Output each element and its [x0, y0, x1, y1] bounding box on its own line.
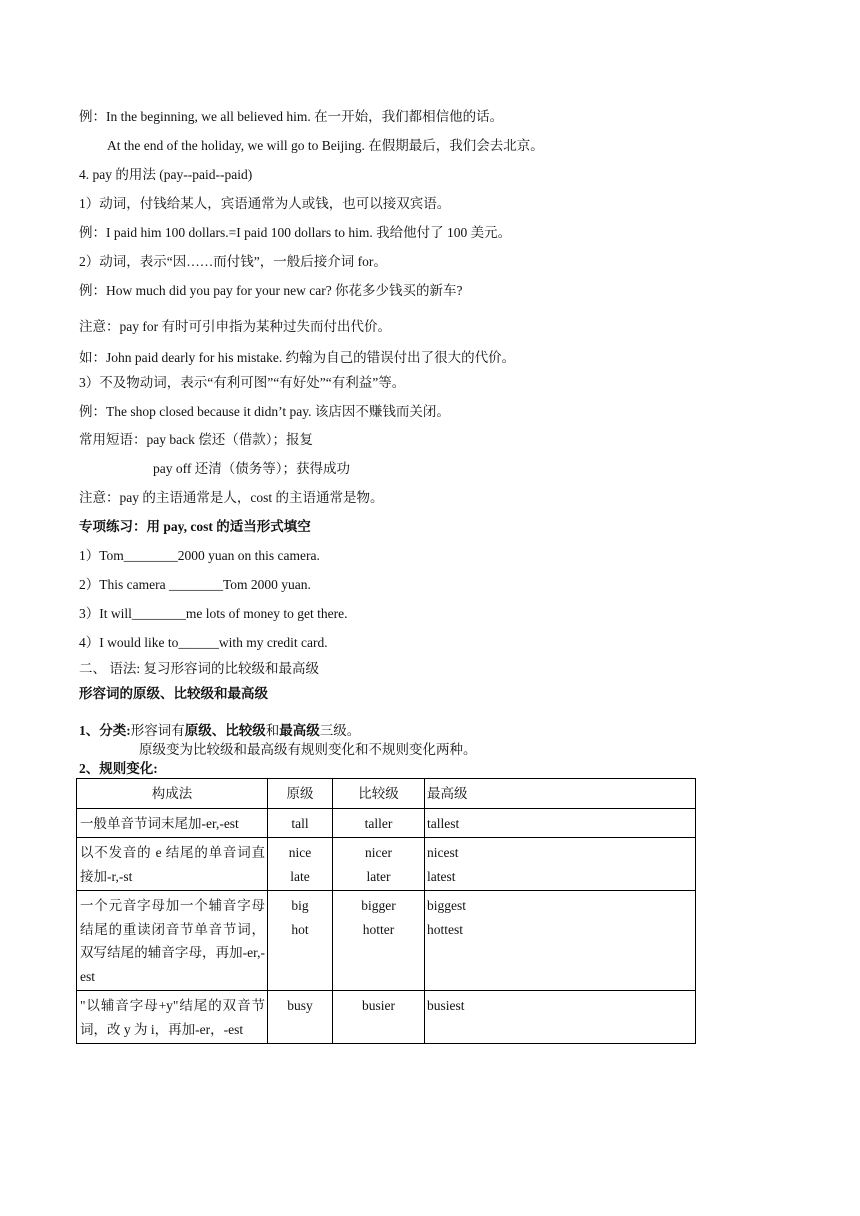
- comparative-cell: taller: [333, 808, 425, 838]
- table-row: [77, 808, 696, 838]
- exercise-question-2: 2）This camera ________Tom 2000 yuan.: [79, 577, 311, 592]
- header-positive: 原级: [268, 779, 333, 809]
- pay-usage-heading: 4. pay 的用法 (pay--paid--paid): [79, 167, 253, 182]
- classification-detail: 原级变为比较级和最高级有规则变化和不规则变化两种。: [139, 742, 477, 757]
- header-superlative: 最高级: [425, 779, 696, 809]
- grammar-heading: 二、 语法: 复习形容词的比较级和最高级: [79, 661, 320, 676]
- classification-line: 1、分类:形容词有原级、比较级和最高级三级。: [79, 723, 361, 738]
- table-row: [77, 891, 696, 991]
- phrase-pay-back: 常用短语：pay back 偿还（借款）；报复: [79, 432, 313, 447]
- header-method: 构成法: [77, 779, 268, 809]
- adjective-degrees-heading: 形容词的原级、比较级和最高级: [79, 686, 268, 701]
- positive-cell: busy: [268, 991, 333, 1044]
- pay-note-1-example: 如：John paid dearly for his mistake. 约翰为自己的错误付出了很大的代价。: [79, 350, 516, 365]
- header-comparative: 比较级: [333, 779, 425, 809]
- method-cell: "以辅音字母+y"结尾的双音节词，改 y 为 i，再加-er，-est: [77, 991, 268, 1044]
- pay-rule-1-example: 例：I paid him 100 dollars.=I paid 100 dollars to him. 我给他付了 100 美元。: [79, 225, 512, 240]
- regular-change-heading: 2、规则变化:: [79, 761, 158, 776]
- method-cell: 一般单音节词末尾加-er,-est: [77, 808, 268, 838]
- exercise-question-4: 4）I would like to______with my credit card.: [79, 635, 328, 650]
- method-cell: 一个元音字母加一个辅音字母结尾的重读闭音节单音节词，双写结尾的辅音字母，再加-er,-est: [77, 891, 268, 991]
- exercise-question-1: 1）Tom________2000 yuan on this camera.: [79, 548, 320, 563]
- example-end-of-holiday: At the end of the holiday, we will go to Beijing. 在假期最后，我们会去北京。: [107, 138, 544, 153]
- pay-rule-2: 2）动词，表示“因……而付钱”，一般后接介词 for。: [79, 254, 387, 269]
- pay-rule-2-example: 例：How much did you pay for your new car? 你花多少钱买的新车?: [79, 283, 463, 298]
- positive-cell: nice late: [268, 838, 333, 891]
- adjective-comparison-table: [76, 778, 696, 1044]
- pay-rule-3-example: 例：The shop closed because it didn’t pay. 该店因不赚钱而关闭。: [79, 404, 450, 419]
- superlative-cell: tallest: [425, 808, 696, 838]
- positive-cell: big hot: [268, 891, 333, 991]
- table-row: [77, 838, 696, 891]
- example-beginning: 例：In the beginning, we all believed him. 在一开始，我们都相信他的话。: [79, 109, 504, 124]
- pay-rule-1: 1）动词，付钱给某人，宾语通常为人或钱，也可以接双宾语。: [79, 196, 451, 211]
- comparative-cell: nicer later: [333, 838, 425, 891]
- pay-note-1: 注意：pay for 有时可引申指为某种过失而付出代价。: [79, 319, 391, 334]
- phrase-pay-off: pay off 还清（债务等）；获得成功: [153, 461, 350, 476]
- classification-label: 1、分类:: [79, 723, 131, 738]
- pay-note-2: 注意：pay 的主语通常是人，cost 的主语通常是物。: [79, 490, 384, 505]
- superlative-cell: biggest hottest: [425, 891, 696, 991]
- comparative-cell: bigger hotter: [333, 891, 425, 991]
- superlative-cell: busiest: [425, 991, 696, 1044]
- table-header-row: [77, 779, 696, 809]
- pay-rule-3: 3）不及物动词，表示“有利可图”“有好处”“有利益”等。: [79, 375, 406, 390]
- method-cell: 以不发音的 e 结尾的单音词直接加-r,-st: [77, 838, 268, 891]
- comparative-cell: busier: [333, 991, 425, 1044]
- table-row: [77, 991, 696, 1044]
- superlative-cell: nicest latest: [425, 838, 696, 891]
- exercise-heading: 专项练习：用 pay, cost 的适当形式填空: [79, 519, 311, 534]
- exercise-question-3: 3）It will________me lots of money to get there.: [79, 606, 348, 621]
- positive-cell: tall: [268, 808, 333, 838]
